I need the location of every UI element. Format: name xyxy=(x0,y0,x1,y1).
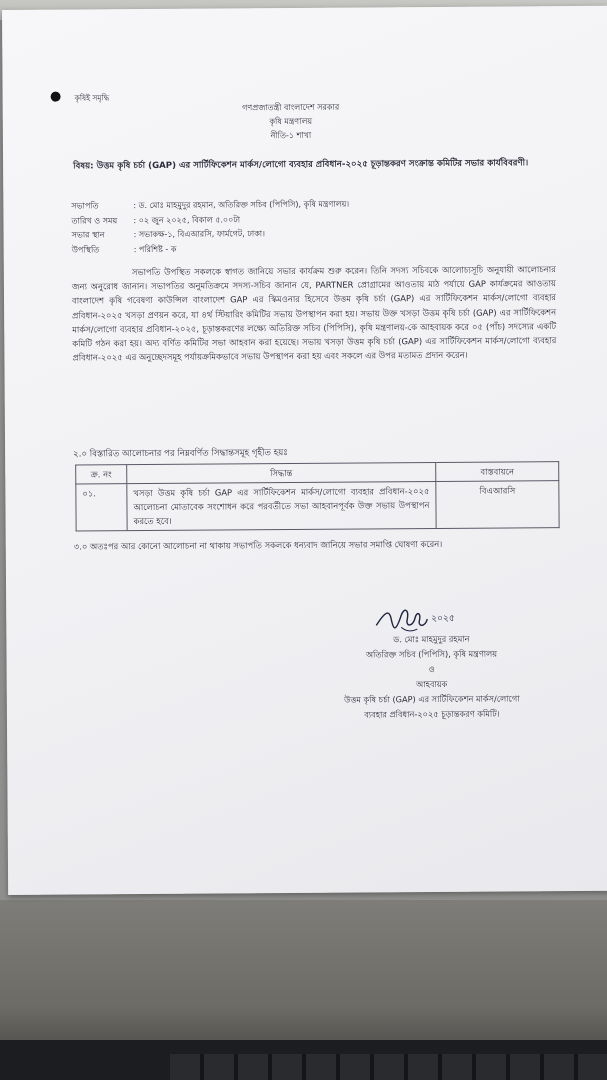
committee-line-2: ব্যবহার প্রবিধান-২০২৫ চূড়ান্তকরণ কমিটি। xyxy=(364,708,500,720)
signatory-designation: অতিরিক্ত সচিব (পিপিসি), কৃষি মন্ত্রণালয় xyxy=(365,648,498,660)
keyboard-keys xyxy=(170,1054,607,1080)
meeting-meta xyxy=(71,198,349,258)
committee-line-1: উত্তম কৃষি চর্চা (GAP) এর সার্টিফিকেশন মার্কস/লোগো xyxy=(344,693,520,705)
subject-label: বিষয়: xyxy=(73,161,94,172)
signature-block xyxy=(296,631,567,723)
laptop-keyboard-edge xyxy=(0,1040,607,1080)
meta-key: সভার স্থান xyxy=(71,230,105,240)
col-header-implementer: বাস্তবায়নে xyxy=(436,462,559,482)
meta-value: : পরিশিষ্ট - ক xyxy=(133,244,177,254)
meta-value: : সভাকক্ষ-১, বিএআরসি, ফার্মগেট, ঢাকা। xyxy=(133,229,266,240)
body-paragraph-text: সভাপতি উপস্থিত সকলকে স্বাগত জানিয়ে সভার কার্যক্রম শুরু করেন। তিনি সদস্য সচিবকে আলোচ্যসূচি অনুযায়ী আলোচনার জন্য অনুরোধ জানান। সভাপতির অনুমতিক্রমে সদস্য-সচিব জানান যে, PARTNER প্রোগ্রামের আওতায় মাঠ পর্যায়ে GAP কার্যক্রমের আওতায় বাংলাদেশ কৃষি গবেষণা কাউন্সিল বাংলাদেশ GAP এর স্কিমওনার হিসেবে উত্তম কৃষি চর্চা (GAP) এর সার্টিফিকেশন মার্কস/লোগো ব্যবহার প্রবিধান-২০২৫ খসড়া প্রণয়ন করে, যা ৪র্থ স্টিয়ারিং কমিটির সভায় উপস্থাপন করা হয়। সভায় উক্ত খসড়া উত্তম কৃষি চর্চা (GAP) এর সার্টিফিকেশন মার্কস/লোগো ব্যবহার প্রবিধান-২০২৫, চূড়ান্তকরণের লক্ষ্যে অতিরিক্ত সচিব (পিপিসি), কৃষি মন্ত্রণালয়-কে আহবায়ক করে ০৫ (পাঁচ) সদস্যের একটি কমিটি গঠন করা হয়। অদ্য বর্ণিত কমিটির সভা আহবান করা হয়েছে। সভায় খসড়া উত্তম কৃষি চর্চা (GAP) এর সার্টিফিকেশন মার্কস/লোগো ব্যবহার প্রবিধান-২০২৫ এর অনুচ্ছেদসমূহ পর্যায়ক্রমিকভাবে সভায় উপস্থাপন করা হয় এবং সকলে এর উপর মতামত প্রদান করেন। xyxy=(71,264,557,363)
col-header-serial: ক্র. নং xyxy=(76,465,127,484)
logo-text: কৃষিই সমৃদ্ধি xyxy=(74,93,110,103)
body-paragraph xyxy=(72,262,557,365)
subject-text: উত্তম কৃষি চর্চা (GAP) এর সার্টিফিকেশন মার্কস/লোগো ব্যবহার প্রবিধান-২০২৫ চূড়ান্তকরণ সংক্রান্ত কমিটির সভার কার্যবিবরণী। xyxy=(96,158,529,172)
meta-value: : ড. মোঃ মাহমুদুর রহমান, অতিরিক্ত সচিব (পিপিসি), কৃষি মন্ত্রণালয়। xyxy=(133,199,350,211)
row-implementer: বিএআরসি xyxy=(436,481,559,529)
meta-row xyxy=(72,241,350,257)
col-header-decision: সিদ্ধান্ত xyxy=(127,462,436,483)
logo-dot-icon xyxy=(51,92,61,102)
signature-date: ২০২৫ xyxy=(431,613,455,625)
row-decision: খসড়া উত্তম কৃষি চর্চা GAP এর সার্টিফিকেশন মার্কস/লোগো ব্যবহার প্রবিধান-২০২৫ আলোচনা মোতাবেক সংশোধন করে পরবর্তীতে সভা আহবানপূর্বক উক্ত সভায় উপস্থাপন করতে হবে। xyxy=(127,481,436,530)
decisions-table xyxy=(75,461,559,531)
meta-key: উপস্থিতি xyxy=(71,244,100,255)
document-page xyxy=(2,6,607,895)
gov-name: গণপ্রজাতন্ত্রী বাংলাদেশ সরকার xyxy=(242,102,340,113)
signatory-role: আহবায়ক xyxy=(416,678,448,690)
meta-value: : ০২ জুন ২০২৫, বিকাল ৫.০০টা xyxy=(133,214,241,225)
ministry-name: কৃষি মন্ত্রণালয় xyxy=(269,116,313,127)
meta-row xyxy=(71,198,349,214)
subject-line xyxy=(73,156,553,174)
branch-name: নীতি-১ শাখা xyxy=(270,130,312,141)
letterhead xyxy=(231,101,351,144)
row-serial: ০১. xyxy=(76,484,127,531)
signatory-name: ড. মোঃ মাহমুদুর রহমান xyxy=(393,633,470,645)
meta-key: সভাপতি xyxy=(71,201,99,211)
meta-key: তারিখ ও সময় xyxy=(71,215,118,226)
signatory-conjunction: ও xyxy=(428,663,435,675)
closing-paragraph: ৩.০ অতঃপর আর কোনো আলোচনা না থাকায় সভাপতি সকলকে ধন্যবাদ জানিয়ে সভার সমাপ্তি ঘোষণা করেন। xyxy=(73,538,443,552)
decisions-heading: ২.০ বিস্তারিত আলোচনার পর নিম্নবর্ণিত সিদ্ধান্তসমূহ গৃহীত হয়ঃ xyxy=(73,448,288,460)
table-row xyxy=(76,481,559,531)
